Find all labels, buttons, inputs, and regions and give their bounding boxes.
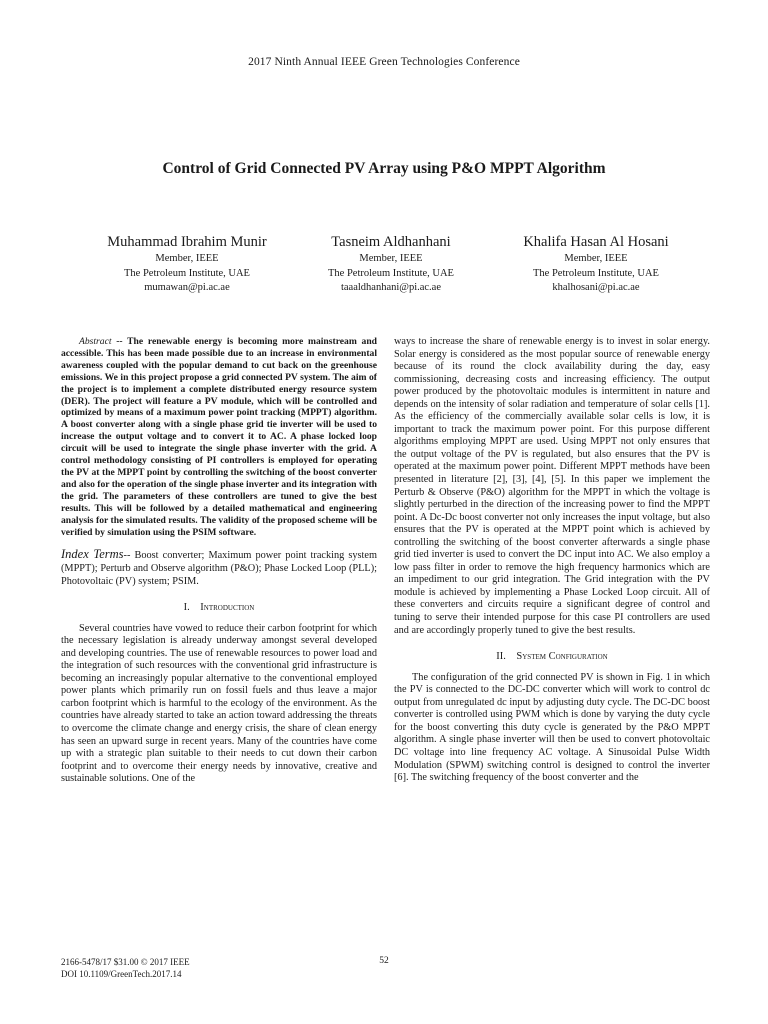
author-email: khalhosani@pi.ac.ae xyxy=(552,282,640,293)
index-terms xyxy=(61,548,377,588)
abstract xyxy=(61,336,377,538)
author-name: Tasneim Aldhanhani xyxy=(331,234,451,250)
abstract-text: -- The renewable energy is becoming more mainstream and accessible. This has been made possible due to an increase in environmental awareness coupled with the popular demand to cut back on the greenhouse emissions. We in this project propose a grid connected PV system. The aim of the project is to implement a complete distributed energy resource system (DER). The project will feature a PV module, which will be controlled and optimized by means of a maximum power point tracking (MPPT) algorithm. A boost converter along with a single phase grid tie inverter will be used to increase the output voltage and to convert it to AC. A phase locked loop circuit will be used to integrate the single phase inverter with the grid. A control methodology consisting of PI controllers is employed for operating the PV at the MPPT point by controlling the switching of the boost converter and also for the operation of the single phase inverter and its integration with the grid. The parameters of these controllers are tuned to give the best results. This will be followed by a detailed mathematical and engineering analysis for the simulated results. The validity of the proposed scheme will be verified by simulation using the PSIM software. xyxy=(61,336,378,538)
author-block xyxy=(486,233,706,296)
author-name: Khalifa Hasan Al Hosani xyxy=(523,234,669,250)
author-role: Member, IEEE xyxy=(359,253,423,264)
footer-issn: 2166-5478/17 $31.00 © 2017 IEEE xyxy=(61,957,190,967)
system-configuration-paragraph: The configuration of the grid connected PV is shown in Fig. 1 in which the PV is connected to the DC-DC converter which will work to control dc output from unregulated dc input by adjusting duty cycle. The DC-DC boost converter is controlled using PWM which is done by varying the duty cycle for the boost converting this duty cycle is generated by the P&O MPPT algorithm. A single phase inverter will then be used to convert photovoltaic DC voltage into line frequency AC voltage. A Sinusoidal Pulse Width Modulation (SPWM) switching control is designed to control the inverter [6]. The switching frequency of the boost converter and the xyxy=(394,671,710,784)
author-role: Member, IEEE xyxy=(155,253,219,264)
section-number: I. xyxy=(183,602,190,614)
index-terms-label: Index Terms xyxy=(61,547,124,562)
abstract-label: Abstract xyxy=(79,336,112,347)
footer-doi: DOI 10.1109/GreenTech.2017.14 xyxy=(61,969,182,979)
section-heading xyxy=(61,602,377,615)
author-role: Member, IEEE xyxy=(564,253,628,264)
author-email: taaaldhanhani@pi.ac.ae xyxy=(340,282,442,293)
right-column xyxy=(394,336,710,785)
left-column xyxy=(61,336,377,786)
introduction-paragraph-continued: ways to increase the share of renewable energy is to invest in solar energy. Solar energy is considered as the most popular source of renewable energy because of its round the clock availability during the day, easy commissioning, decreasing costs and increasing efficiency. The output power produced by the photovoltaic modules is intermittent in nature and depends on the intensity of solar radiation and temperature of solar cells [1]. As the efficiency of the commercially available solar cells is low, it is important to track the maximum power point. For this purpose different algorithms employing MPPT are used. Using MPPT not only ensures that the output voltage of the PV is regulated, but also ensures that the PV is operated at the maximum power point. Different MPPT methods have been presented in literature [2], [3], [4], [5]. In this paper we implement the Perturb & Observe (P&O) algorithm for the MPPT in which the voltage is slightly perturbed in the direction of the increasing power to find the MPPT point. A Dc-Dc boost converter not only increases the input voltage, but also ensures that the PV is operated at the MPPT point which is achieved by controlling the switching of the boost converter afterwards a single phase grid tied inverter is used to convert the DC input into AC. We also employ a low pass filter in order to remove the high frequency harmonics which are an impediment to our grid integration. The Grid integration with the PV module is achieved by implementing a Phase Locked Loop circuit. All of these converters and circuits require a significant degree of control and tuning to serve their intended purpose for this case PI controllers are used and are accordingly properly tuned to give the best results. xyxy=(394,336,710,636)
author-affiliation: The Petroleum Institute, UAE xyxy=(328,267,454,279)
index-terms-text: -- Boost converter; Maximum power point tracking system (MPPT); Perturb and Observe algorithm (P&O); Phase Locked Loop (PLL); Photovoltaic (PV) system; PSIM. xyxy=(61,550,377,587)
author-affiliation: The Petroleum Institute, UAE xyxy=(533,267,659,279)
conference-header: 2017 Ninth Annual IEEE Green Technologies Conference xyxy=(248,56,520,68)
paper-title: Control of Grid Connected PV Array using P&O MPPT Algorithm xyxy=(162,160,606,177)
author-name: Muhammad Ibrahim Munir xyxy=(107,234,267,250)
author-block xyxy=(78,233,296,296)
author-block xyxy=(282,233,500,296)
author-affiliation: The Petroleum Institute, UAE xyxy=(124,267,250,279)
introduction-paragraph: Several countries have vowed to reduce their carbon footprint for which the necessary legislation is already underway amongst several developed and developing countries. The use of renewable resources to power load and the integration of such resources with the conventional grid infrastructure is becoming an increasingly popular alternative to the conventional employed power plants which primarily run on fossil fuels and thus leave a major carbon footprint which is harmful to the ecology of the environment. As the countries have already started to take an action toward addressing the threats to overcome the climate change and energy crisis, the share of clean energy has seen an upward surge in recent years. Many of the countries have come up with a strategic plan suitable to their needs to cut down their carbon footprint and to overcome their energy needs by innovative, creative and sustainable solutions. One of the xyxy=(61,622,377,785)
section-title: Introduction xyxy=(200,602,255,614)
section-heading xyxy=(394,651,710,664)
page-number: 52 xyxy=(379,956,389,966)
section-number: II. xyxy=(496,651,506,663)
footer-identifiers xyxy=(61,956,190,980)
section-title: System Configuration xyxy=(516,651,608,663)
author-email: mumawan@pi.ac.ae xyxy=(144,282,230,293)
